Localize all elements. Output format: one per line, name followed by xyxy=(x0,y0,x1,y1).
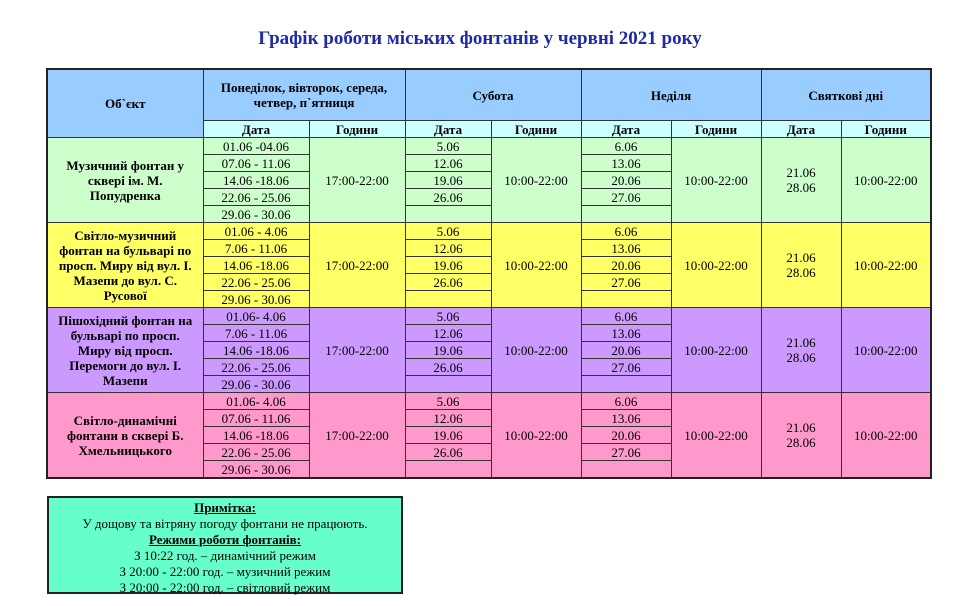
page-title: Графік роботи міських фонтанів у червні 2021 року xyxy=(258,28,702,49)
holiday-hours: 10:00-22:00 xyxy=(841,138,931,223)
fountain-name: Світло-музичний фонтан на бульварі по просп. Миру від вул. І. Мазепи до вул. С. Русової xyxy=(47,223,203,308)
weekday-hours: 17:00-22:00 xyxy=(309,223,405,308)
sunday-date xyxy=(581,376,671,393)
table-row xyxy=(47,308,931,325)
sunday-header: Неділя xyxy=(581,69,761,121)
saturday-hours: 10:00-22:00 xyxy=(491,223,581,308)
saturday-date: 26.06 xyxy=(405,274,491,291)
sunday-date: 13.06 xyxy=(581,155,671,172)
schedule-body xyxy=(47,138,931,479)
sunday-date xyxy=(581,291,671,308)
saturday-date: 19.06 xyxy=(405,172,491,189)
sunday-date: 13.06 xyxy=(581,240,671,257)
weekday-date: 07.06 - 11.06 xyxy=(203,410,309,427)
mode-item: З 10:22 год. – динамічний режим xyxy=(134,548,316,563)
weekdays-header: Понеділок, вівторок, середа, четвер, п`ятниця xyxy=(203,69,405,121)
holiday-hours: 10:00-22:00 xyxy=(841,223,931,308)
weekday-date: 22.06 - 25.06 xyxy=(203,444,309,461)
weekday-date: 22.06 - 25.06 xyxy=(203,359,309,376)
holiday-date: 28.06 xyxy=(786,435,816,450)
weekday-date: 01.06- 4.06 xyxy=(203,308,309,325)
sunday-date: 6.06 xyxy=(581,308,671,325)
holiday-date: 21.06 xyxy=(786,335,816,350)
date-header: Дата xyxy=(581,121,671,138)
saturday-date: 5.06 xyxy=(405,223,491,240)
saturday-date: 12.06 xyxy=(405,410,491,427)
saturday-date xyxy=(405,461,491,479)
sunday-date: 13.06 xyxy=(581,410,671,427)
saturday-date: 5.06 xyxy=(405,308,491,325)
weekday-hours: 17:00-22:00 xyxy=(309,308,405,393)
note-heading: Примітка: xyxy=(194,500,256,515)
hours-header: Години xyxy=(671,121,761,138)
table-row xyxy=(47,393,931,410)
date-header: Дата xyxy=(405,121,491,138)
saturday-date: 19.06 xyxy=(405,342,491,359)
mode-item: З 20:00 - 22:00 год. – музичний режим xyxy=(119,564,331,579)
saturday-date: 26.06 xyxy=(405,444,491,461)
sunday-date: 27.06 xyxy=(581,444,671,461)
hours-header: Години xyxy=(491,121,581,138)
weekday-date: 29.06 - 30.06 xyxy=(203,291,309,308)
sunday-date: 27.06 xyxy=(581,189,671,206)
weekday-date: 29.06 - 30.06 xyxy=(203,376,309,393)
weekday-date: 22.06 - 25.06 xyxy=(203,274,309,291)
saturday-date: 12.06 xyxy=(405,325,491,342)
holiday-dates xyxy=(761,223,841,308)
saturday-hours: 10:00-22:00 xyxy=(491,393,581,479)
modes-heading: Режими роботи фонтанів: xyxy=(148,532,302,547)
holidays-header: Святкові дні xyxy=(761,69,931,121)
sunday-date: 20.06 xyxy=(581,257,671,274)
sunday-date xyxy=(581,461,671,479)
weekday-date: 7.06 - 11.06 xyxy=(203,325,309,342)
weekday-date: 14.06 -18.06 xyxy=(203,427,309,444)
mode-item: З 20:00 - 22:00 год. – світловий режим xyxy=(119,580,331,595)
note-text: У дощову та вітряну погоду фонтани не працюють. xyxy=(82,516,368,531)
saturday-date: 19.06 xyxy=(405,257,491,274)
holiday-dates xyxy=(761,308,841,393)
holiday-date: 21.06 xyxy=(786,420,816,435)
saturday-date: 12.06 xyxy=(405,240,491,257)
holiday-date: 28.06 xyxy=(786,180,816,195)
sunday-date: 27.06 xyxy=(581,359,671,376)
saturday-hours: 10:00-22:00 xyxy=(491,138,581,223)
sunday-hours: 10:00-22:00 xyxy=(671,308,761,393)
note-box xyxy=(47,496,403,594)
sunday-hours: 10:00-22:00 xyxy=(671,393,761,479)
hours-header: Години xyxy=(841,121,931,138)
saturday-date xyxy=(405,376,491,393)
sunday-date: 13.06 xyxy=(581,325,671,342)
sunday-hours: 10:00-22:00 xyxy=(671,223,761,308)
weekday-hours: 17:00-22:00 xyxy=(309,393,405,479)
saturday-hours: 10:00-22:00 xyxy=(491,308,581,393)
weekday-date: 07.06 - 11.06 xyxy=(203,155,309,172)
holiday-dates xyxy=(761,138,841,223)
saturday-date: 5.06 xyxy=(405,393,491,410)
hours-header: Години xyxy=(309,121,405,138)
sunday-date: 20.06 xyxy=(581,172,671,189)
weekday-date: 14.06 -18.06 xyxy=(203,172,309,189)
sunday-date: 20.06 xyxy=(581,427,671,444)
saturday-date: 26.06 xyxy=(405,189,491,206)
saturday-date: 12.06 xyxy=(405,155,491,172)
saturday-date xyxy=(405,206,491,223)
weekday-hours: 17:00-22:00 xyxy=(309,138,405,223)
weekday-date: 29.06 - 30.06 xyxy=(203,206,309,223)
date-header: Дата xyxy=(761,121,841,138)
fountain-name: Музичний фонтан у сквері ім. М. Попудренка xyxy=(47,138,203,223)
table-row xyxy=(47,223,931,240)
sunday-hours: 10:00-22:00 xyxy=(671,138,761,223)
fountain-name: Світло-динамічні фонтани в сквері Б. Хмельницького xyxy=(47,393,203,479)
holiday-date: 21.06 xyxy=(786,250,816,265)
sunday-date: 27.06 xyxy=(581,274,671,291)
holiday-date: 21.06 xyxy=(786,165,816,180)
sunday-date: 20.06 xyxy=(581,342,671,359)
holiday-date: 28.06 xyxy=(786,265,816,280)
saturday-date: 5.06 xyxy=(405,138,491,155)
weekday-date: 01.06- 4.06 xyxy=(203,393,309,410)
weekday-date: 01.06 -04.06 xyxy=(203,138,309,155)
weekday-date: 29.06 - 30.06 xyxy=(203,461,309,479)
saturday-header: Субота xyxy=(405,69,581,121)
holiday-dates xyxy=(761,393,841,479)
weekday-date: 14.06 -18.06 xyxy=(203,257,309,274)
date-header: Дата xyxy=(203,121,309,138)
sunday-date: 6.06 xyxy=(581,223,671,240)
saturday-date: 26.06 xyxy=(405,359,491,376)
holiday-hours: 10:00-22:00 xyxy=(841,393,931,479)
weekday-date: 7.06 - 11.06 xyxy=(203,240,309,257)
table-row xyxy=(47,138,931,155)
weekday-date: 01.06 - 4.06 xyxy=(203,223,309,240)
holiday-date: 28.06 xyxy=(786,350,816,365)
fountain-name: Пішохідний фонтан на бульварі по просп. Миру від просп. Перемоги до вул. І. Мазепи xyxy=(47,308,203,393)
header-row xyxy=(47,69,931,121)
holiday-hours: 10:00-22:00 xyxy=(841,308,931,393)
saturday-date xyxy=(405,291,491,308)
fountain-schedule-table xyxy=(46,68,932,479)
object-header: Об`єкт xyxy=(47,69,203,138)
sunday-date: 6.06 xyxy=(581,138,671,155)
sunday-date xyxy=(581,206,671,223)
sunday-date: 6.06 xyxy=(581,393,671,410)
weekday-date: 14.06 -18.06 xyxy=(203,342,309,359)
saturday-date: 19.06 xyxy=(405,427,491,444)
weekday-date: 22.06 - 25.06 xyxy=(203,189,309,206)
